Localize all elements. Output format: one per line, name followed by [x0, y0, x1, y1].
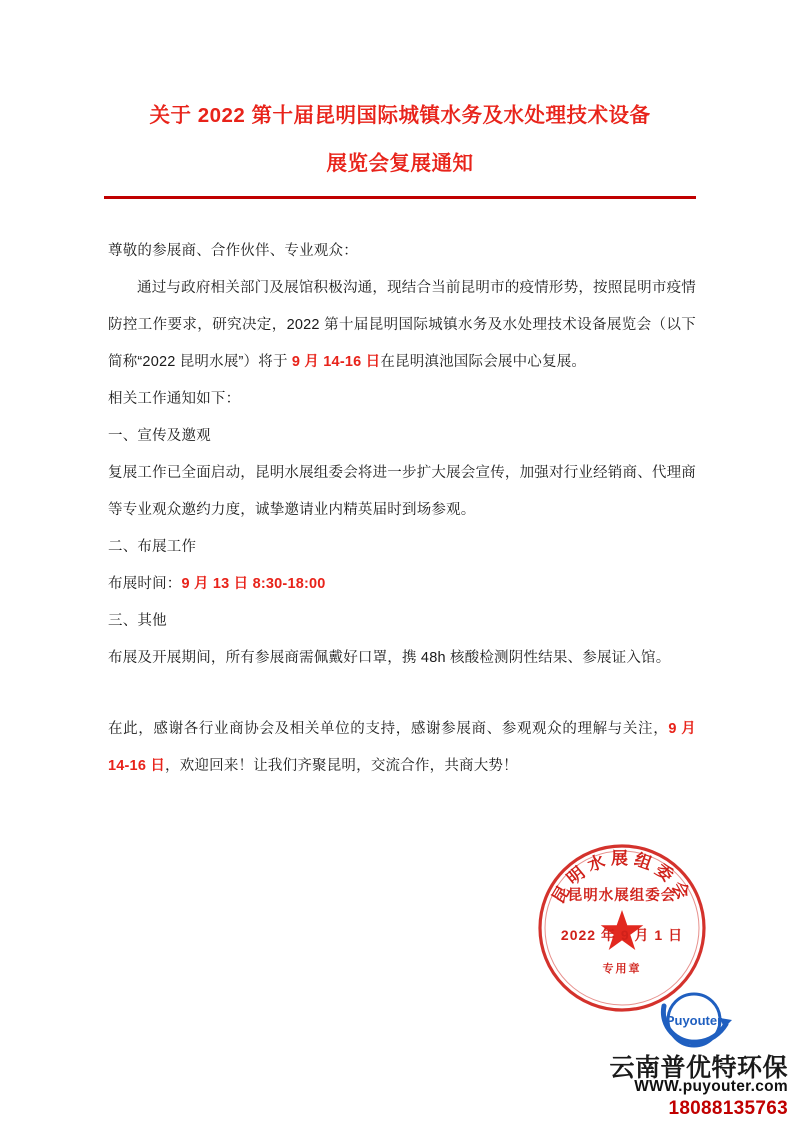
seal-star-icon: [601, 910, 644, 950]
logo-wordmark: Puyouter: [665, 1013, 723, 1028]
seal-date: 2022 年 9 月 1 日: [560, 927, 684, 943]
title-line-1: 关于 2022 第十届昆明国际城镇水务及水处理技术设备: [149, 104, 651, 127]
section-3-heading: 三、其他: [108, 613, 167, 629]
seal-arc-text: 昆明水展组委会: [548, 849, 696, 907]
paragraph-announcement: [108, 270, 696, 381]
document-title-block: [0, 0, 800, 199]
closing-dates: 9 月 14-16 日: [108, 721, 696, 774]
brand-footer: [604, 992, 788, 1120]
seal-organization: 昆明水展组委会: [567, 888, 677, 904]
section-3-body: 布展及开展期间，所有参展商需佩戴好口罩，携 48h 核酸检测阴性结果、参展证入馆。: [108, 650, 671, 666]
section-2-label: 布展时间：: [108, 576, 182, 592]
company-website[interactable]: WWW.puyouter.com: [634, 1078, 788, 1095]
closing-paragraph: [108, 711, 696, 785]
seal-sub-label: 专用章: [602, 963, 642, 975]
company-phone: 18088135763: [668, 1098, 788, 1119]
company-logo-icon: [646, 992, 742, 1054]
closing-text-1: 在此，感谢各行业商协会及相关单位的支持，感谢参展商、参观观众的理解与关注，: [108, 721, 669, 737]
svg-text:昆明水展组委会: [549, 849, 697, 907]
salutation: 尊敬的参展商、合作伙伴、专业观众：: [108, 243, 358, 259]
paragraph-announcement-text-1: 通过与政府相关部门及展馆积极沟通，现结合当前昆明市的疫情形势，按照昆明市疫情防控工作要求，研究决定，2022 第十届昆明国际城镇水务及水处理技术设备展览会（以下简称“2022 昆明水展”）将于: [108, 280, 696, 370]
title-line-2: 展览会复展通知: [326, 152, 474, 175]
section-1-heading: 一、宣传及邀观: [108, 428, 211, 444]
paragraph-announcement-dates: 9 月 14-16 日: [291, 354, 381, 370]
section-1-body: 复展工作已全面启动，昆明水展组委会将进一步扩大展会宣传，加强对行业经销商、代理商等专业观众邀约力度，诚挚邀请业内精英届时到场参观。: [108, 465, 696, 518]
seal-stamp-icon: [536, 842, 708, 1014]
notice-intro: 相关工作通知如下：: [108, 391, 241, 407]
section-2-time: 9 月 13 日 8:30-18:00: [181, 576, 326, 592]
section-2-schedule: [108, 566, 696, 603]
closing-text-2: ，欢迎回来！让我们齐聚昆明，交流合作，共商大势！: [165, 758, 518, 774]
document-body: [0, 199, 800, 785]
section-2-heading: 二、布展工作: [108, 539, 197, 555]
company-name: 云南普优特环保: [609, 1054, 788, 1082]
paragraph-announcement-text-2: 在昆明滇池国际会展中心复展。: [380, 354, 587, 370]
official-seal: [536, 842, 708, 1014]
